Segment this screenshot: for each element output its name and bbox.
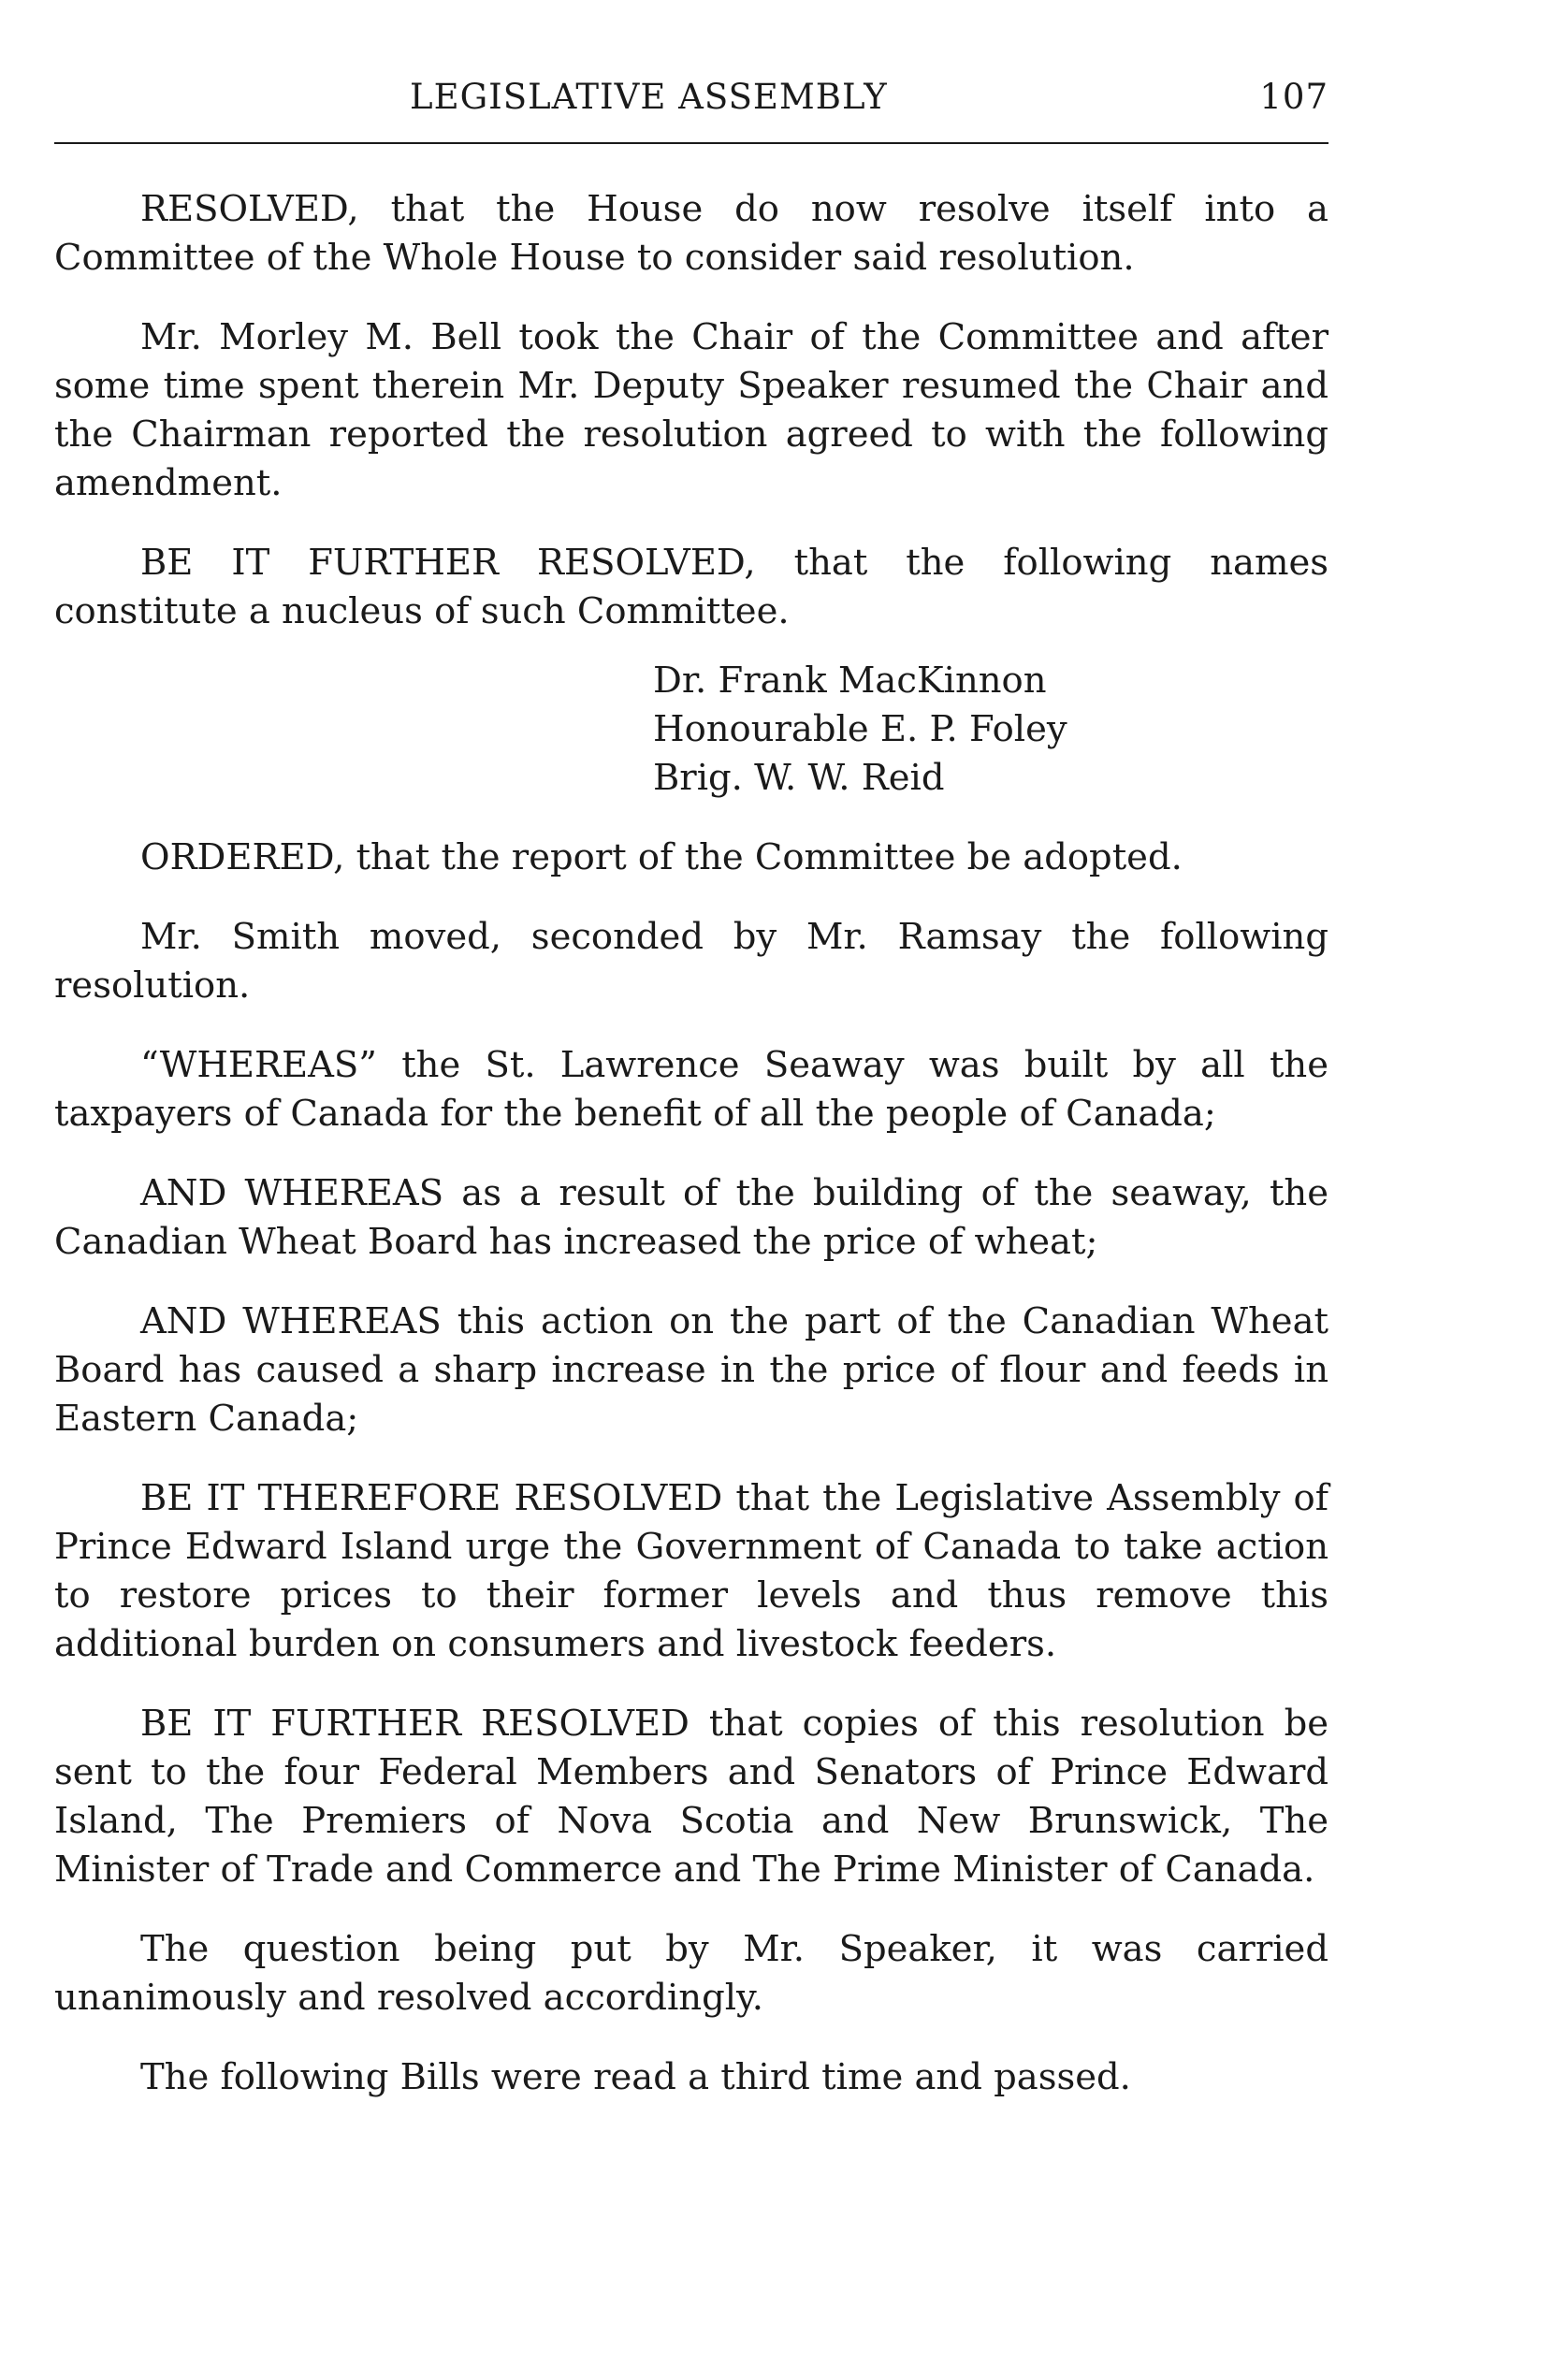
paragraph-whereas-flour-feeds: AND WHEREAS this action on the part of the Canadian Wheat Board has caused a sharp increase in the price of flour and feeds in Eastern Canada; [54, 1300, 1328, 1440]
paragraph-resolved-committee: RESOLVED, that the House do now resolve itself into a Committee of the Whole House to consider said resolution. [54, 188, 1328, 279]
paragraph-bills-passed: The following Bills were read a third time and passed. [140, 2056, 1131, 2098]
paragraph-ordered: ORDERED, that the report of the Committee be adopted. [140, 836, 1183, 878]
running-head [54, 77, 1328, 133]
paragraph-smith-motion: Mr. Smith moved, seconded by Mr. Ramsay the following resolution. [54, 916, 1328, 1007]
paragraph-nucleus: BE IT FURTHER RESOLVED, that the following names constitute a nucleus of such Committee. [54, 542, 1328, 632]
header-rule [54, 142, 1328, 144]
body-text [54, 185, 1328, 2133]
committee-names-list [54, 657, 1328, 803]
paragraph-chair-report: Mr. Morley M. Bell took the Chair of the Committee and after some time spent therein Mr. Deputy Speaker resumed the Chair and the Chairman reported the resolution agreed to with the following amendment. [54, 316, 1328, 504]
paragraph-further-resolved-copies: BE IT FURTHER RESOLVED that copies of this resolution be sent to the four Federal Members and Senators of Prince Edward Island, The Premiers of Nova Scotia and New Brunswick, The Minister of Trade and Commerce and The Prime Minister of Canada. [54, 1703, 1328, 1891]
paragraph-whereas-seaway: “WHEREAS” the St. Lawrence Seaway was built by all the taxpayers of Canada for the benefit of all the people of Canada; [54, 1044, 1328, 1135]
page-number: 107 [1259, 77, 1328, 117]
committee-name: Dr. Frank MacKinnon [653, 660, 1047, 702]
committee-name: Brig. W. W. Reid [653, 757, 945, 799]
paragraph-therefore-resolved: BE IT THEREFORE RESOLVED that the Legislative Assembly of Prince Edward Island urge the Government of Canada to take action to restore prices to their former levels and thus remove this additional burden on consumers and livestock feeders. [54, 1477, 1328, 1665]
paragraph-question-carried: The question being put by Mr. Speaker, it was carried unanimously and resolved accordingly. [54, 1928, 1328, 2019]
paragraph-whereas-wheat-board: AND WHEREAS as a result of the building of the seaway, the Canadian Wheat Board has increased the price of wheat; [54, 1172, 1328, 1263]
running-head-title: LEGISLATIVE ASSEMBLY [410, 77, 888, 117]
committee-name: Honourable E. P. Foley [653, 708, 1067, 750]
